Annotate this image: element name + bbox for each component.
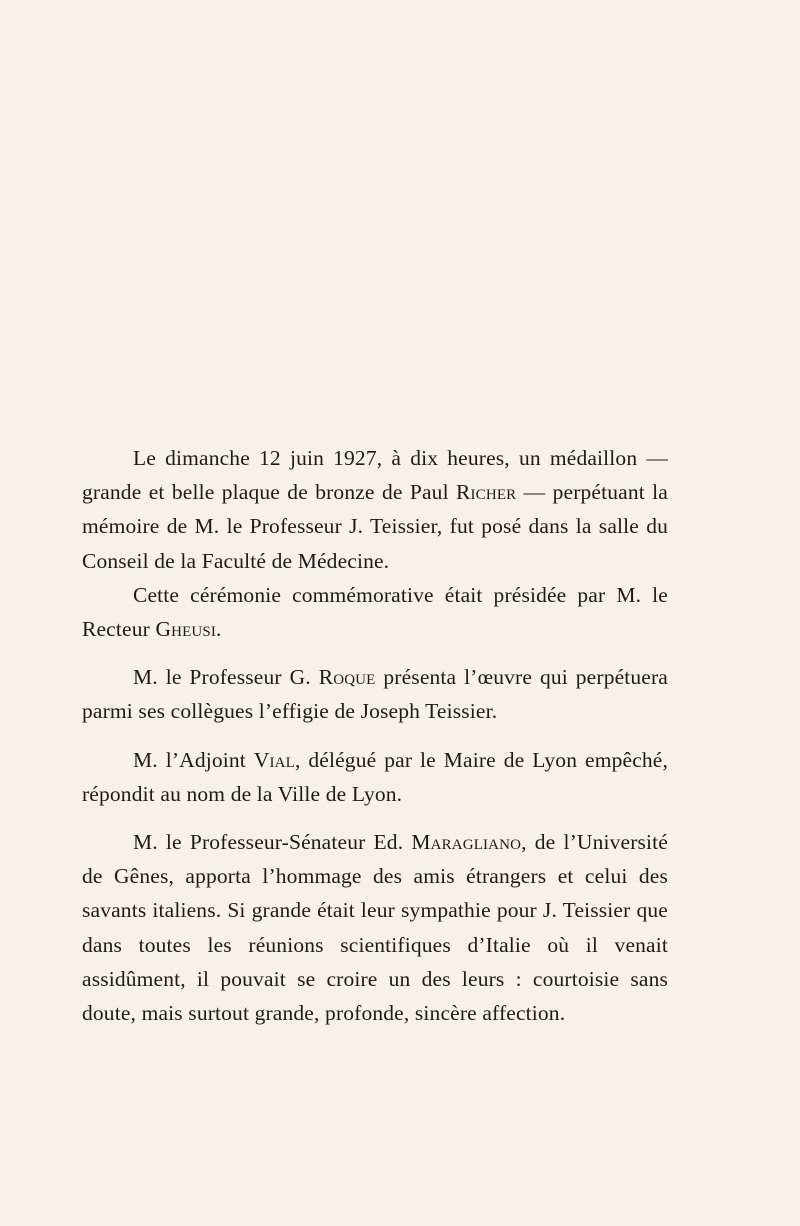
name-gheusi: Gheusi [155, 617, 217, 642]
text-run: Cette cérémonie commémorative était présidée par M. le Recteur [82, 582, 668, 642]
name-roque: Roque [318, 665, 376, 690]
paragraph-presided [82, 578, 668, 646]
name-richer: Richer [456, 480, 517, 505]
name-maragliano: Maragliano [411, 830, 522, 855]
name-vial: Vial [253, 747, 295, 772]
paragraph-roque [82, 660, 668, 728]
text-run: M. l’Adjoint [133, 747, 254, 772]
paragraph-ceremony [82, 441, 668, 578]
text-run: M. le Professeur-Sénateur Ed. [133, 830, 412, 855]
paragraph-vial [82, 743, 668, 811]
text-run: M. le Professeur G. [133, 665, 319, 690]
text-run: . [216, 617, 222, 642]
paragraph-maragliano [82, 825, 668, 1030]
text-run: , de l’Université de Gênes, apporta l’hommage des amis étrangers et celui des savants italiens. Si grande était leur sympathie pour J. Teissier que dans toutes les réunions scientifiques d’Italie où il venait assidûment, il pouvait se croire un des leurs : courtoisie sans doute, mais surtout grande, profonde, sincère affection. [82, 830, 668, 1026]
text-run: Le dimanche 12 juin 1927, à dix heures, un médaillon — grande et belle plaque de bronze de Paul [82, 446, 668, 505]
text-run: , délégué par le Maire de Lyon empêché, répondit au nom de la Ville de Lyon. [82, 747, 669, 806]
text-run: — perpétuant la mémoire de M. le Professeur J. Teissier, fut posé dans la salle du Conseil de la Faculté de Médecine. [82, 480, 669, 573]
body-text [82, 441, 668, 1030]
text-run: présenta l’œuvre qui perpétuera parmi ses collègues l’effigie de Joseph Teissier. [82, 665, 669, 724]
